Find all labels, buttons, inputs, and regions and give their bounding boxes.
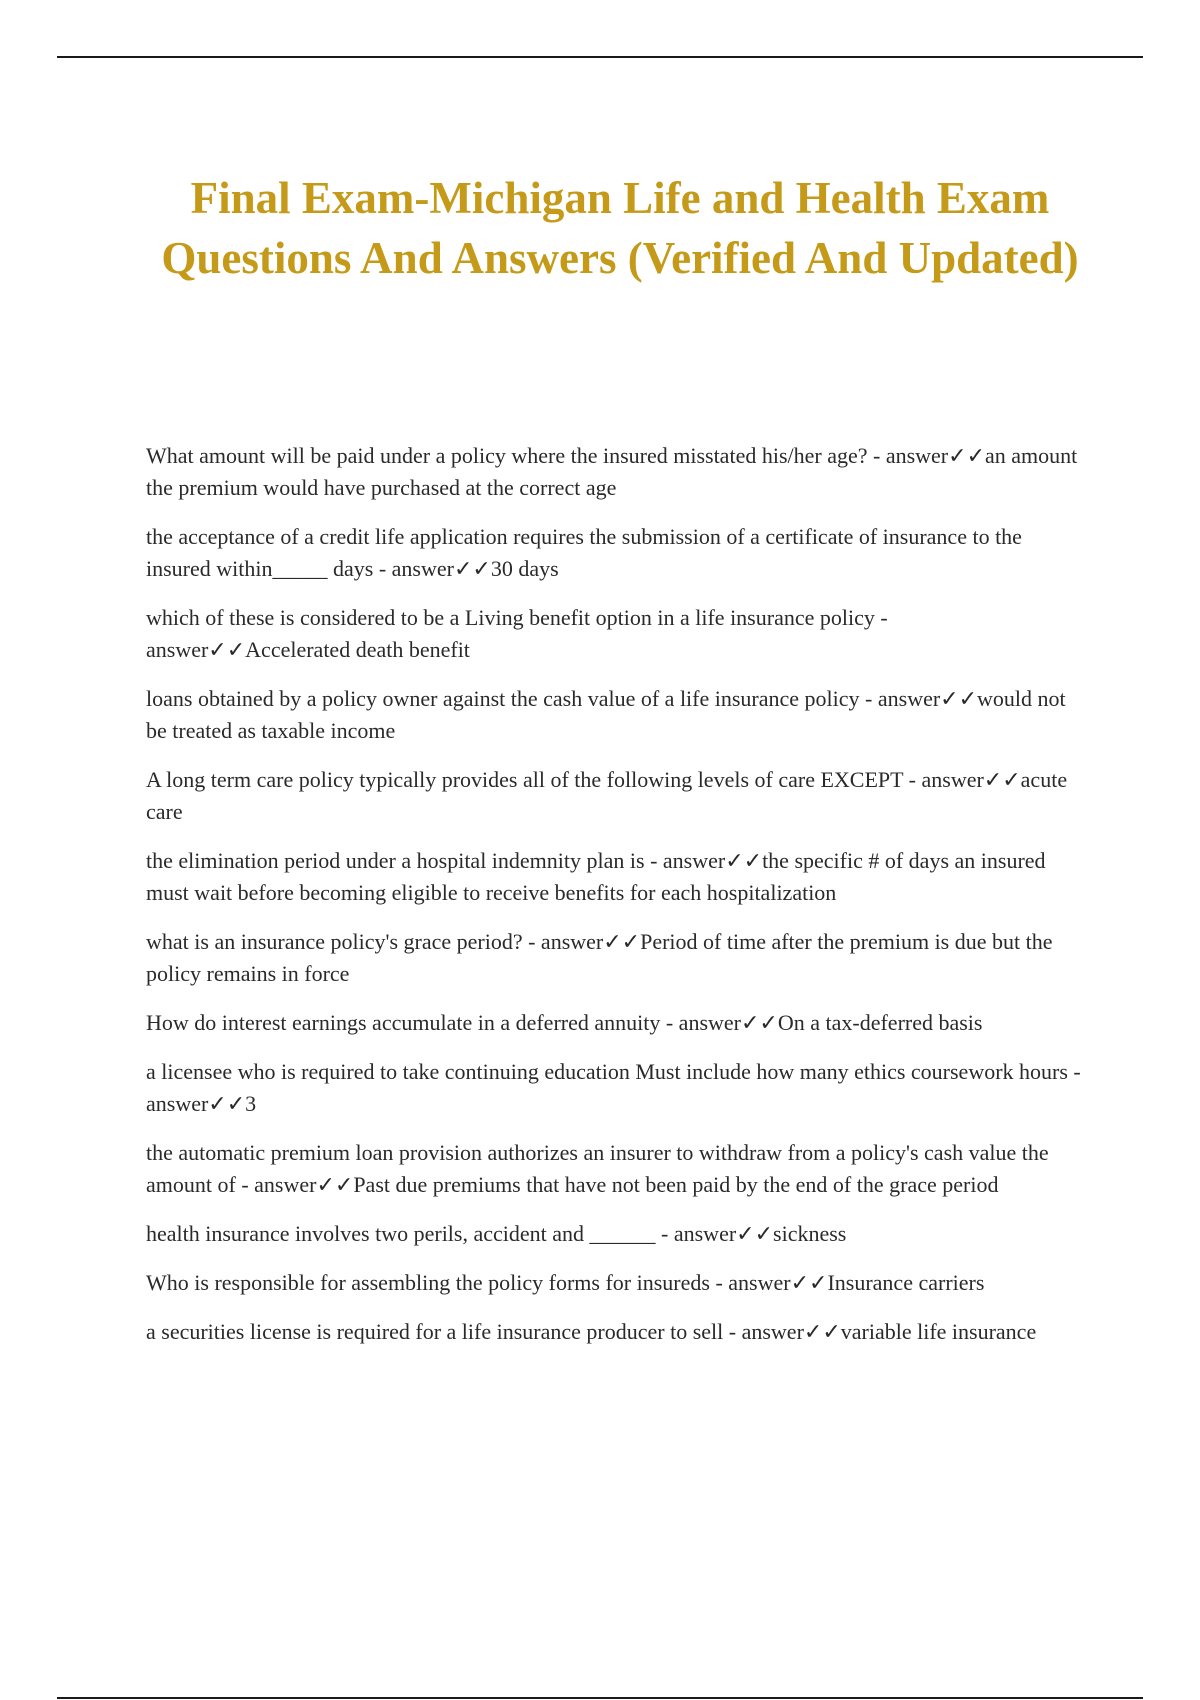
- qa-item-1: What amount will be paid under a policy where the insured misstated his/her age? - answer✓✓an amount the premium would have purchased at the correct age: [146, 443, 1078, 500]
- qa-item-12: Who is responsible for assembling the policy forms for insureds - answer✓✓Insurance carriers: [146, 1270, 985, 1295]
- qa-item-9: a licensee who is required to take continuing education Must include how many ethics coursework hours - answer✓✓3: [146, 1059, 1081, 1116]
- qa-item-5: A long term care policy typically provides all of the following levels of care EXCEPT - answer✓✓acute care: [146, 767, 1068, 824]
- qa-item-3: which of these is considered to be a Living benefit option in a life insurance policy - answer✓✓Accelerated death benefit: [146, 605, 888, 662]
- qa-item-13: a securities license is required for a life insurance producer to sell - answer✓✓variable life insurance: [146, 1319, 1037, 1344]
- qa-list: [146, 440, 1086, 1365]
- qa-item-8: How do interest earnings accumulate in a deferred annuity - answer✓✓On a tax-deferred basis: [146, 1010, 983, 1035]
- qa-item-6: the elimination period under a hospital indemnity plan is - answer✓✓the specific # of days an insured must wait before becoming eligible to receive benefits for each hospitalization: [146, 848, 1046, 905]
- qa-item-2: the acceptance of a credit life application requires the submission of a certificate of insurance to the insured within_____ days - answer✓✓30 days: [146, 524, 1022, 581]
- document-title: Final Exam-Michigan Life and Health Exam Questions And Answers (Verified And Updated): [161, 173, 1079, 283]
- qa-item-10: the automatic premium loan provision authorizes an insurer to withdraw from a policy's cash value the amount of - answer✓✓Past due premiums that have not been paid by the end of the grace period: [146, 1140, 1049, 1197]
- qa-item-11: health insurance involves two perils, accident and ______ - answer✓✓sickness: [146, 1221, 847, 1246]
- top-rule: [57, 56, 1143, 58]
- qa-item-7: what is an insurance policy's grace period? - answer✓✓Period of time after the premium is due but the policy remains in force: [146, 929, 1053, 986]
- bottom-rule: [57, 1697, 1143, 1699]
- qa-item-4: loans obtained by a policy owner against the cash value of a life insurance policy - answer✓✓would not be treated as taxable income: [146, 686, 1066, 743]
